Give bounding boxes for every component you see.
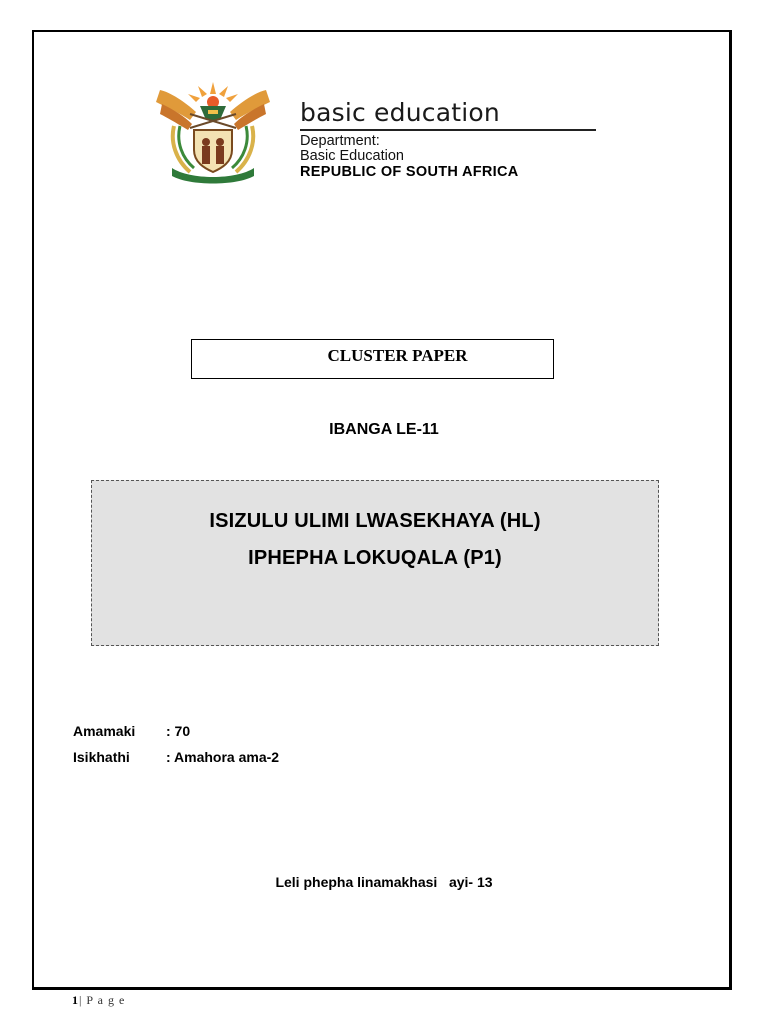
brand-divider xyxy=(300,129,596,131)
page-footer xyxy=(72,993,125,1008)
coat-of-arms-icon xyxy=(150,80,276,184)
cluster-paper-box xyxy=(191,339,554,379)
department-logo-text xyxy=(300,98,600,180)
country-name: REPUBLIC OF SOUTH AFRICA xyxy=(300,164,519,180)
brand-name: basic education xyxy=(300,98,500,127)
time-row xyxy=(73,748,279,766)
grade-heading: IBANGA LE-11 xyxy=(329,421,439,438)
department-line-1: Department: xyxy=(300,133,380,149)
time-value: : Amahora ama-2 xyxy=(166,749,280,765)
department-line-2: Basic Education xyxy=(300,148,404,164)
marks-value: : 70 xyxy=(166,723,191,739)
page-count-note: Leli phepha linamakhasi ayi- 13 xyxy=(275,874,493,890)
time-label: Isikhathi xyxy=(73,749,130,765)
subject-title: ISIZULU ULIMI LWASEKHAYA (HL) xyxy=(209,510,541,532)
cluster-paper-label: CLUSTER PAPER xyxy=(327,346,468,365)
paper-title: IPHEPHA LOKUQALA (P1) xyxy=(248,547,502,569)
page-label: | P a g e xyxy=(79,993,126,1007)
marks-label: Amamaki xyxy=(73,723,136,739)
page-number: 1 xyxy=(72,993,79,1007)
subject-box xyxy=(91,480,659,646)
marks-row xyxy=(73,722,190,740)
